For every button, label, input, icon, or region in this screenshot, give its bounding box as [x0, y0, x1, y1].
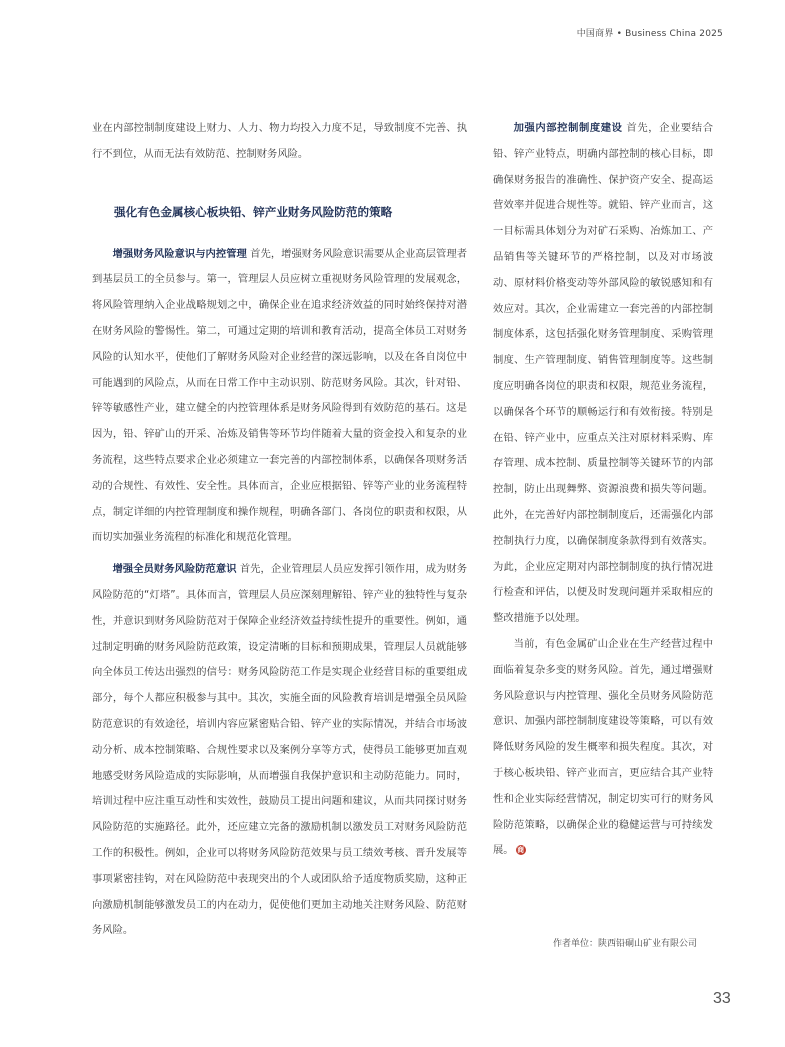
paragraph-body: 首先，企业管理层人员应发挥引领作用，成为财务风险防范的“灯塔”。具体而言，管理层人员应深刻理解铅、锌产业的独特性与复杂性，并意识到财务风险防范对于保障企业经济效益持续性提升的重要性。例如，通过制定明确的财务风险防范政策，设定清晰的目标和预期成果，管理层人员就能够向全体员工传达出强烈的信号：财务风险防范工作是实现企业经营目标的重要组成部分，每个人都应积极参与其中。其次，实施全面的风险教育培训是增强全员风险防范意识的有效途径，培训内容应紧密贴合铅、锌产业的实际情况，并结合市场波动分析、成本控制策略、合规性要求以及案例分享等方式，使得员工能够更加直观地感受财务风险造成的实际影响，从而增强自我保护意识和主动防范能力。同时，培训过程中应注重互动性和实效性，鼓励员工提出问题和建议，从而共同探讨财务风险防范的实施路径。此外，还应建立完备的激励机制以激发员工对财务风险防范工作的积极性。例如，企业可以将财务风险防范效果与员工绩效考核、晋升发展等事项紧密挂钩，对在风险防范中表现突出的个人或团队给予适度物质奖励，这种正向激励机制能够激发员工的内在动力，促使他们更加主动地关注财务风险、防范财务风险。 [92, 563, 468, 937]
paragraph-lead: 增强全员财务风险防范意识 [112, 563, 237, 576]
page-number: 33 [713, 990, 731, 1007]
paragraph-body: 当前，有色金属矿山企业在生产经营过程中面临着复杂多变的财务风险。首先，通过增强财务风险意识与内控管理、强化全员财务风险防范意识、加强内部控制制度建设等策略，可以有效降低财务风险的发生概率和损失程度。其次，对于核心板块铅、锌产业而言，更应结合其产业特性和企业实际经营情况，制定切实可行的财务风险防范策略，以确保企业的稳健运营与可持续发展。 [493, 637, 713, 857]
left-column [92, 116, 467, 944]
section-title: 强化有色金属核心板块铅、锌产业财务风险防范的策略 [114, 204, 393, 219]
paragraph [493, 116, 713, 632]
paragraph [493, 632, 713, 864]
paragraph-lead: 增强财务风险意识与内控管理 [112, 247, 247, 260]
running-header: 中国商界 • Business China 2025 [576, 29, 723, 39]
right-column [493, 116, 713, 864]
paragraph [92, 242, 467, 552]
paragraph-body: 首先，企业要结合铅、锌产业特点，明确内部控制的核心目标，即确保财务报告的准确性、保护资产安全、提高运营效率并促进合规性等。就铅、锌产业而言，这一目标需具体划分为对矿石采购、冶炼加工、产品销售等关键环节的严格控制，以及对市场波动、原材料价格变动等外部风险的敏锐感知和有效应对。其次，企业需建立一套完善的内部控制制度体系，这包括强化财务管理制度、采购管理制度、生产管理制度、销售管理制度等。这些制度应明确各岗位的职责和权限，规范业务流程，以确保各个环节的顺畅运行和有效衔接。特别是在铅、锌产业中，应重点关注对原材料采购、库存管理、成本控制、质量控制等关键环节的内部控制，防止出现舞弊、资源浪费和损失等问题。此外，在完善好内部控制制度后，还需强化内部控制执行力度，以确保制度条款得到有效落实。为此，企业应定期对内部控制制度的执行情况进行检查和评估，以便及时发现问题并采取相应的整改措施予以处理。 [493, 122, 714, 625]
paragraph-lead: 加强内部控制制度建设 [513, 122, 623, 134]
paragraph [92, 557, 467, 944]
author-affiliation: 作者单位：陕西铅硐山矿业有限公司 [553, 939, 698, 949]
paragraph-body: 首先，增强财务风险意识需要从企业高层管理者到基层员工的全员参与。第一，管理层人员应树立重视财务风险管理的发展观念，将风险管理纳入企业战略规划之中，确保企业在追求经济效益的同时始终保持对潜在财务风险的警惕性。第二，可通过定期的培训和教育活动，提高全体员工对财务风险的认知水平，使他们了解财务风险对企业经营的深远影响，以及在各自岗位中可能遇到的风险点，从而在日常工作中主动识别、防范财务风险。其次，针对铅、锌等敏感性产业，建立健全的内控管理体系是财务风险得到有效防范的基石。这是因为，铅、锌矿山的开采、冶炼及销售等环节均伴随着大量的资金投入和复杂的业务流程，这些特点要求企业必须建立一套完善的内部控制体系，以确保各项财务活动的合规性、有效性、安全性。具体而言，企业应根据铅、锌等产业的业务流程特点，制定详细的内控管理制度和操作规程，明确各部门、各岗位的职责和权限，从而切实加强业务流程的标准化和规范化管理。 [92, 247, 468, 544]
end-of-article-icon: 商 [517, 846, 525, 855]
paragraph: 业在内部控制制度建设上财力、人力、物力均投入力度不足，导致制度不完善、执行不到位，从而无法有效防范、控制财务风险。 [92, 122, 467, 160]
